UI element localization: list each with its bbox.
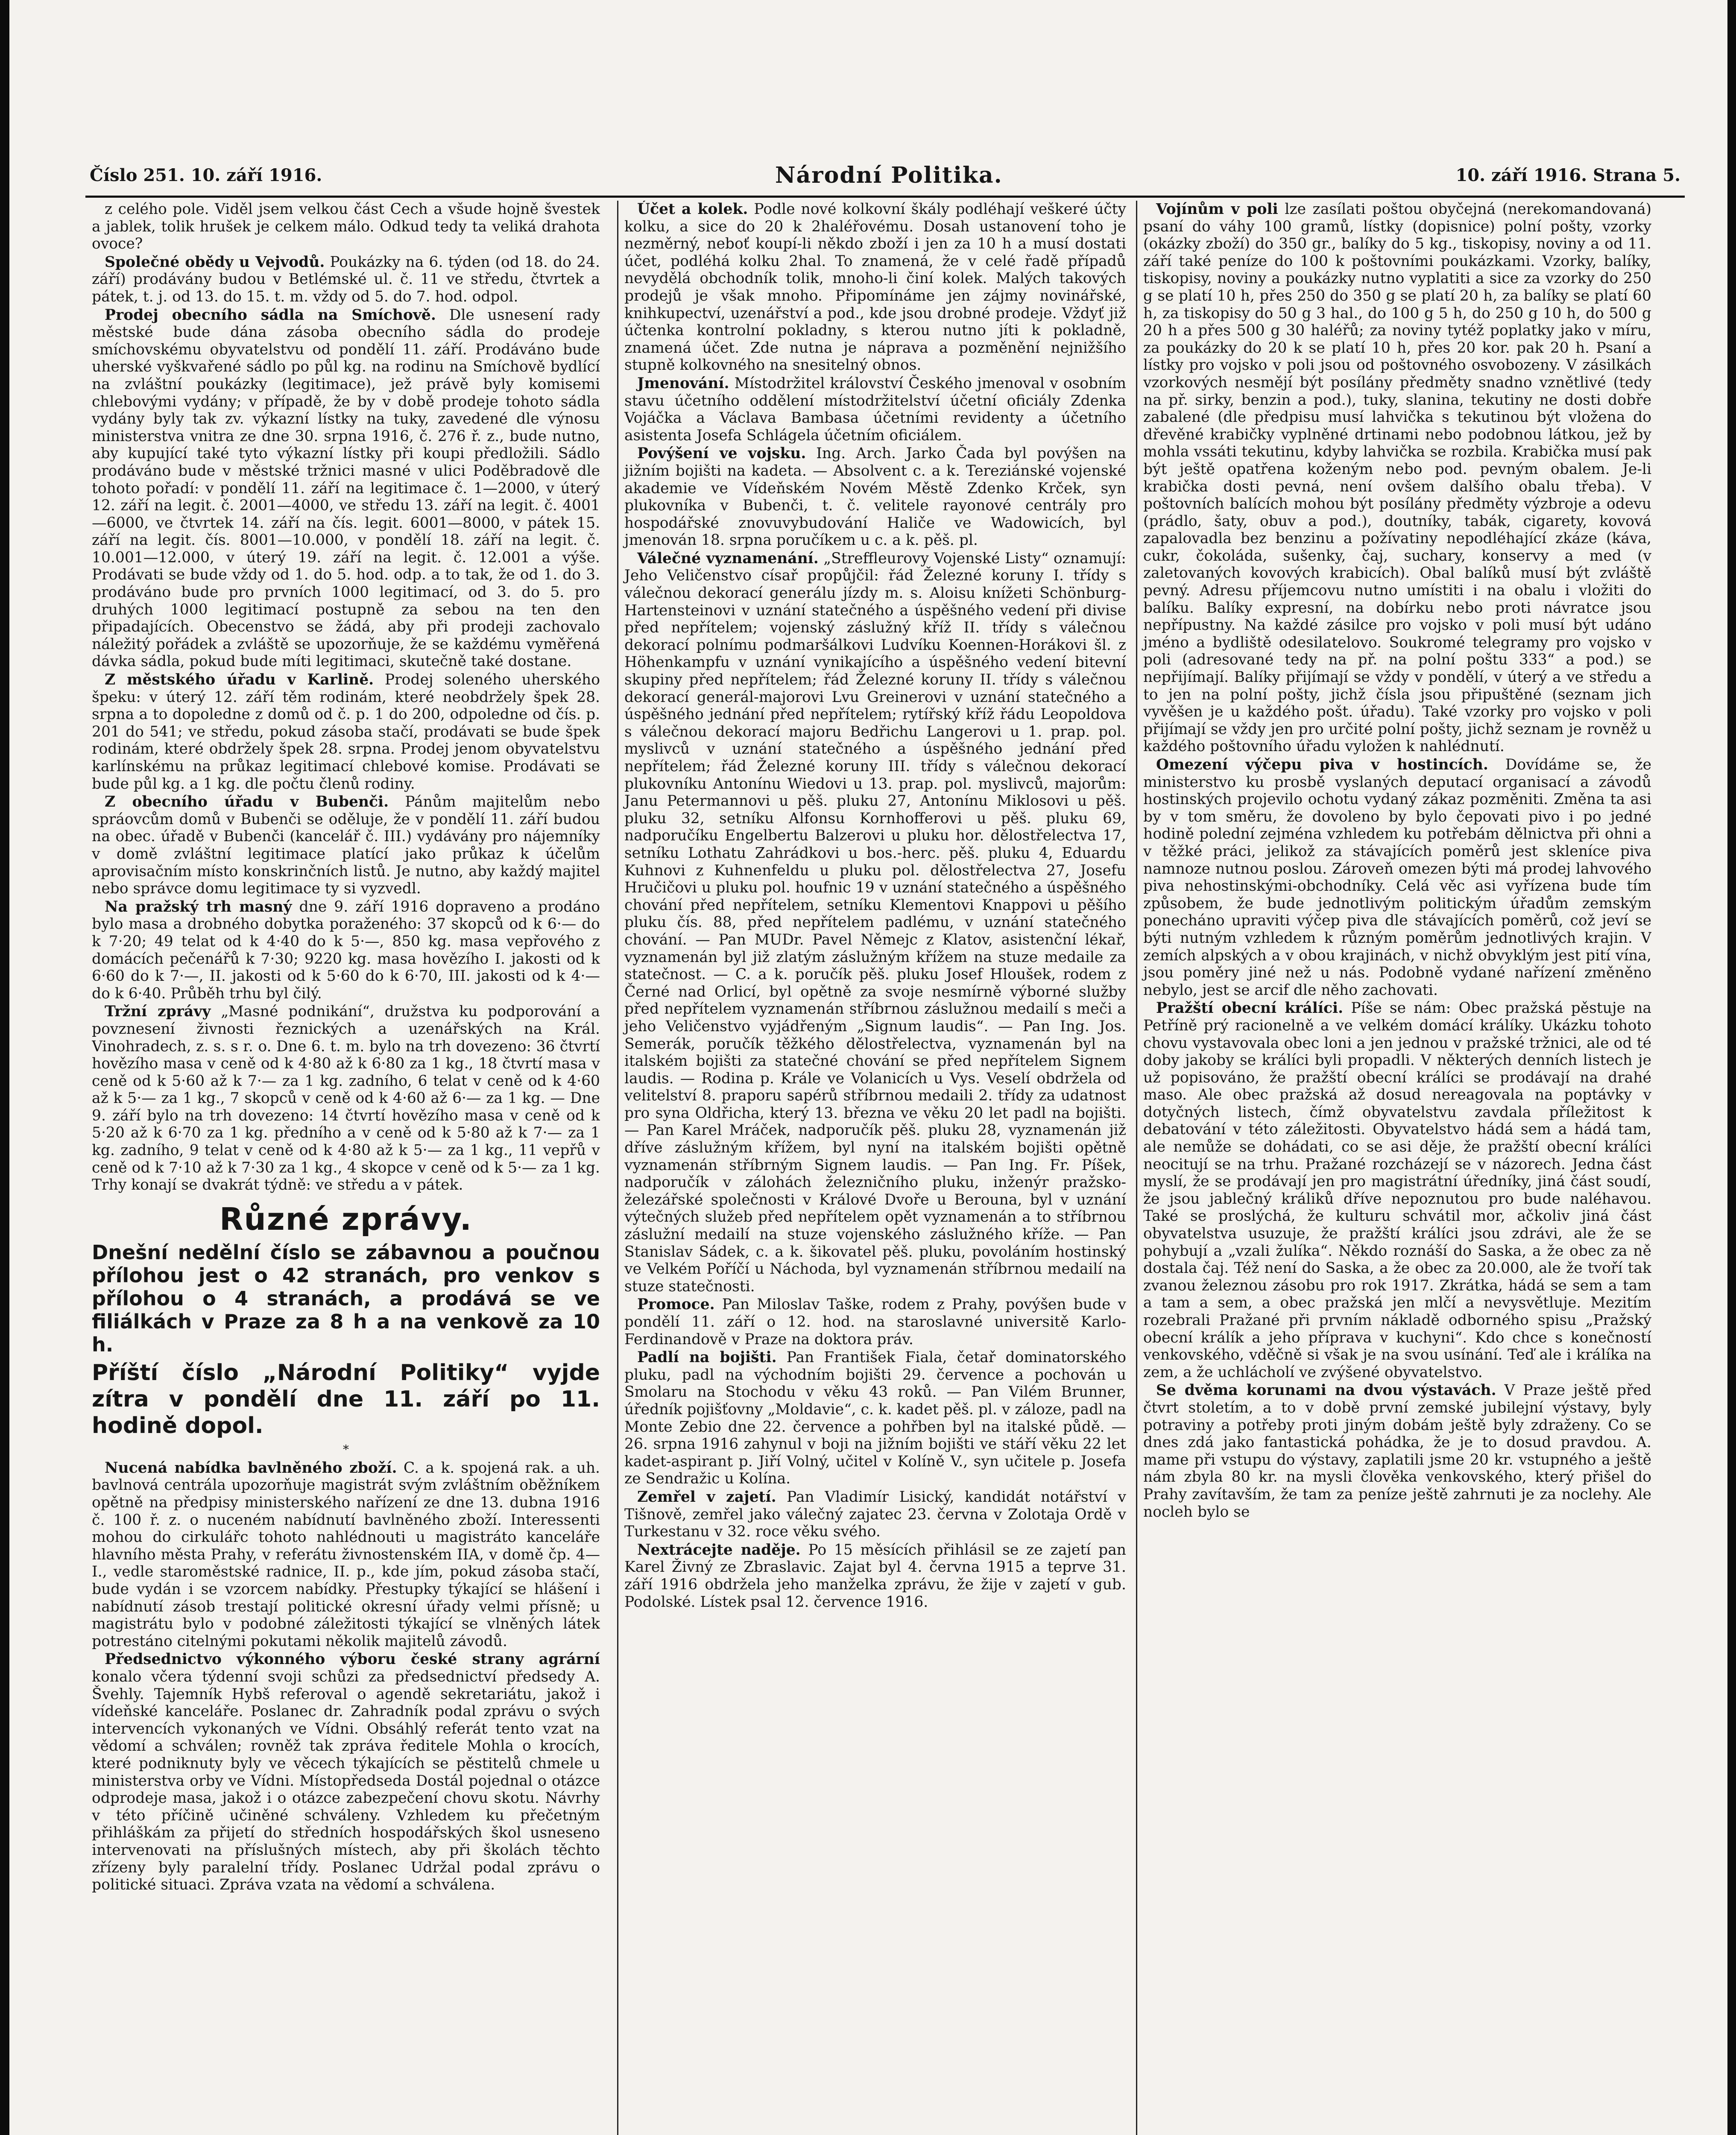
article-text: „Masné podnikání“, družstva ku podporování a povznesení živnosti řeznických a uzenářských na Král. Vinohradech, z. s. s r. o. Dne 6. t. m. bylo na trh dovezeno: 36 čtvrtí hovězího masa v ceně od k 4·80 až k 6·80 za 1 kg., 18 čtvrtí masa v ceně od k 5·60 až k 7·— za 1 kg. zadního, 6 telat v ceně od k 4·60 až k 5·— za 1 kg., 7 skopců v ceně od k 4·60 až 6·— za 1 kg. — Dne 9. září bylo na trh dovezeno: 14 čtvrtí hovězího masa v ceně od k 5·20 až k 6·70 za 1 kg. předního a v ceně od k 5·80 až k 7·— za 1 kg. zadního, 9 telat v ceně od k 4·80 až k 5·— za 1 kg., 11 vepřů v ceně od k 7·10 až k 7·30 za 1 kg., 4 skopce v ceně od k 5·— za 1 kg. Trhy konají se dvakrát týdně: ve středu a v pátek. — [92, 1003, 600, 1194]
article-text: dne 9. září 1916 dopraveno a prodáno bylo masa a drobného dobytka poraženého: 37 skopců od k 6·— do k 7·20; 49 telat od k 4·40 do k 5·—, 850 kg. masa vepřového z domácích pečenářů k 7·30; 9220 kg. masa hovězího I. jakosti od k 6·60 do k 7·—, II. jakosti od k 5·60 do k 6·70, III. jakosti od k 4·— do k 6·40. Průběh trhu byl čilý. — [92, 898, 600, 1002]
article — [1143, 1382, 1651, 1521]
article-heading: Účet a kolek. — [637, 201, 748, 218]
article-text: z celého pole. Viděl jsem velkou část Cech a všude hojně švestek a jablek, tolik hrušek je celkem málo. Odkud tedy ta veliká drahota ovoce? — [92, 201, 600, 253]
article-text: Ing. Arch. Jarko Čada byl povýšen na jižním bojišti na kadeta. — Absolvent c. a k. Tereziánské vojenské akademie ve Vídeňském Novém Městě Zdenko Krček, syn plukovníka v Bubenči, t. č. velitele rayonové centrály pro hospodářské znovuvybudování Haliče ve Wadowicích, byl jmenován 18. srpna poručíkem u c. a k. pěš. pl. — [624, 445, 1126, 549]
article-heading: Padlí na bojišti. — [637, 1349, 777, 1366]
article-heading: Z obecního úřadu v Bubenči. — [105, 793, 389, 811]
scan-border-right — [1727, 0, 1736, 2135]
article-heading: Jmenování. — [637, 374, 729, 392]
article-text: Dle usnesení rady městské bude dána zásoba obecního sádla do prodeje smíchovskému obyvatelstvu od pondělí 11. září. Prodáváno bude uherské vyškvařené sádlo po půl kg. na rodinu na Smíchově bydlící na zvláštní poukázky (legitimace), jež právě byly komisemi chlebovými vydány; v případě, že by v době prodeje tohoto sádla vydány byly tak zv. výkazní lístky na tuky, zavedené dle výnosu ministerstva vnitra ze dne 30. srpna 1916, č. 276 ř. z., bude nutno, aby kupující také tyto výkazní lístky při koupi předložili. Sádlo prodáváno bude v městské tržnici masné v ulici Poděbradově dle tohoto pořadí: v pondělí 11. září na legitimace č. 1—2000, v úterý 12. září na legit. č. 2001—4000, ve středu 13. září na legit. č. 4001—6000, ve čtvrtek 14. září na čís. legit. 6001—8000, v pátek 15. září na legit. čís. 8001—10.000, v pondělí 18. září na legit. č. 10.001—12.000, v úterý 19. září na legit. č. 12.001 a výše. Prodávati se bude vždy od 1. do 5. hod. odp. a to tak, že od 1. do 3. prodáváno bude pro prvních 1000 legitimací, od 3. do 5. pro druhých 1000 legitimací postupně za sebou na ten den připadajících. Obecenstvo se žádá, aby při prodeji zachovalo náležitý pořádek a zvláště se upozorňuje, že se každému vyměřená dávka sádla, pokud bude míti legitimaci, skutečně také dostane. — [92, 306, 600, 670]
article — [624, 1489, 1126, 1541]
article — [624, 1296, 1126, 1348]
article — [92, 898, 600, 1003]
article-text: Dovídáme se, že ministerstvo ku prosbě vyslaných deputací organisací a závodů hostinských projevilo ochotu vydaný zákaz pozměniti. Změna ta asi by v tom směru, že dovoleno by bylo čepovati pivo i po jedné hodině polední zejména vzhledem ku potřebám dělnictva při ohni a v těžké práci, jelikož za stávajících poměrů jest skleníce piva namnoze nutnou poslou. Zároveň omezen býti má prodej lahvového piva nehostinskými-obchodníky. Celá věc asi vyřízena bude tím způsobem, že bude jednotlivým politickým úřadům zemským ponecháno upraviti výčep piva dle stávajících poměrů, což jeví se býti nutným vzhledem k různým poměrům jednotlivých krajin. V zemích alpských a v obou krajinách, v nichž obvyklým jest pití vína, jsou poměry jiné než u nás. Podobně vydané nařízení změněno nebylo, jest se arcif dle něho zachovati. — [1143, 756, 1651, 999]
article — [1143, 1000, 1651, 1381]
article-heading: Válečné vyznamenání. — [637, 550, 819, 567]
article-text: Poukázky na 6. týden (od 18. do 24. září) prodávány budou v Betlémské ul. č. 11 ve středu, čtvrtek a pátek, t. j. od 13. do 15. t. m. vždy od 5. do 7. hod. odpol. — [92, 253, 600, 305]
article-heading: Se dvěma korunami na dvou výstavách. — [1156, 1382, 1496, 1399]
article — [92, 1003, 600, 1194]
column-3 — [1136, 201, 1651, 2135]
article — [92, 307, 600, 670]
article-text: lze zasílati poštou obyčejná (nerekomandovaná) psaní do váhy 100 gramů, lístky (dopisnice) polní pošty, vzorky (okázky zboží) do 350 gr., balíky do 5 kg., tiskopisy, noviny a od 11. září také peníze do 100 k poštovními poukázkami. Vzorky, balíky, tiskopisy, noviny a poukázky nutno vyplatiti a sice za vzorky do 250 g se platí 10 h, přes 250 do 350 g se platí 20 h, za balíky se platí 60 h, za tiskopisy do 50 g 3 hal., do 100 g 5 h, do 250 g 10 h, do 500 g 20 h a přes 500 g 30 haléřů; za noviny tytéž poplatky jako v míru, za poukázky do 20 k se platí 10 h, přes 20 kor. pak 20 h. Psaní a lístky pro vojsko v poli jsou od poštovného osvobozeny. V zásilkách vzorkových nesmějí být posílány předměty snadno vznětlivé (tedy na př. sirky, benzin a pod.), tuky, slanina, tekutiny ne dosti dobře zabalené (dle předpisu musí lahvička s tekutinou být vložena do dřevěné krabičky vyplněné drtinami nebo podobnou látkou, jež by mohla vssáti tekutinu, kdyby lahvička se rozbila. Krabička musí pak být ještě opatřena koženým nebo pod. pevným obalem. Je-li krabička dosti pevná, není ovšem dalšího obalu třeba). V poštovních balících mohou být posílány předměty výzbroje a odevu (prádlo, šaty, obuv a pod.), doutníky, tabák, cigarety, kovová zapalovadla bez benzinu a požívatiny nepodléhající zkáze (káva, cukr, čokoláda, sušenky, čaj, suchary, konservy a med (v zaletovaných kovových krabicích). Obal balíků musí být zvláště pevný. Adresu příjemcovu nutno umístiti i na obalu i vložiti do balíku. Balíky expresní, na dobírku nebo proti návratce jsou nepřípustny. Na každé zásilce pro vojsko v poli musí být udáno jméno a bydliště odesilatelovo. Soukromé telegramy pro vojsko v poli (adresované tedy na př. na polní poštu 333“ a pod.) se nepřijímají. Balíky přijímají se vždy v pondělí, v úterý a ve středu a to jen na polní pošty, jichž čísla jsou připuštěné (seznam jich vyvěšen je u každého pošt. úřadu). Také vzorky pro vojsko v poli přijímají se vždy jen pro určité polní pošty, jichž seznam je rovněž u každého poštovního úřadu vyložen k nahlédnutí. — [1143, 201, 1651, 755]
issue-info: Číslo 251. 10. září 1916. — [90, 165, 322, 185]
article-heading: Vojínům v poli — [1156, 201, 1278, 218]
article — [1143, 201, 1651, 755]
masthead-title: Národní Politika. — [775, 162, 1003, 188]
article-heading: Omezení výčepu piva v hostincích. — [1156, 756, 1488, 773]
article-text: Místodržitel království Českého jmenoval v osobním stavu účetního oddělení místodržitelství účetní oficiály Zdenka Vojáčka a Václava Bambasa účetními revidenty a účetního asistenta Josefa Schlágela účetním oficiálem. — [624, 374, 1126, 444]
section-heading: Různé zprávy. — [220, 1201, 472, 1237]
article — [624, 445, 1126, 549]
article — [624, 201, 1126, 374]
article — [92, 671, 600, 793]
article-heading: Z městského úřadu v Karlině. — [105, 671, 374, 689]
article-text: Pánům majitelům nebo spráovcům domů v Bubenči se oděluje, že v pondělí 11. září budou na obec. úřadě v Bubenči (kancelář č. III.) vydávány pro nájemníky v domě zvláštní legitimace platící jako průkaz k účelům aprovisačním místo konskrinčních listů. Je nutno, aby každý majitel nebo správce domu legitimace ty si vyzvedl. — [92, 793, 600, 898]
article-heading: Prodej obecního sádla na Smíchově. — [105, 306, 436, 324]
article — [92, 254, 600, 306]
page-number: 10. září 1916. Strana 5. — [1455, 165, 1680, 185]
article-text: Pan Miloslav Taške, rodem z Prahy, povýšen bude v pondělí 11. září o 12. hod. na staroslavné universitě Karlo-Ferdinandově v Praze na doktora práv. — [624, 1296, 1126, 1348]
article — [1143, 756, 1651, 999]
article-heading: Předsednictvo výkonného výboru české strany agrární — [105, 1651, 600, 1668]
announcement-sunday-issue: Dnešní nedělní číslo se zábavnou a poučnou přílohou jest o 42 stranách, pro venkov s přílohou o 4 stranách, a prodává se ve filiálkách v Praze za 8 h a na venkově za 10 h. — [92, 1240, 600, 1356]
article-text: Pan Vladimír Lisický, kandidát notářství v Tišnově, zemřel jako válečný zajatec 23. června v Zolotaja Ordě v Turkestanu v 32. roce věku svého. — [624, 1488, 1126, 1541]
article — [92, 1651, 600, 1893]
announcement-next-issue: Příští číslo „Národní Politiky“ vyjde zítra v pondělí dne 11. září po 11. hodině dopol. — [92, 1360, 600, 1439]
article-text: Pan František Fiala, četař dominatorského pluku, padl na východním bojišti 29. července a pochován u Smolaru na Stochodu v věku 43 roků. — Pan Vilém Brunner, úředník pojišťovny „Moldavie“, c. k. kadet pěš. pl. v záloze, padl na Monte Zebio dne 22. července a pohřben byl na italské půdě. — 26. srpna 1916 zahynul v boji na jižním bojišti ve stáří věku 22 let kadet-aspirant p. Jiří Volný, učitel v Kolíně V., syn učitele p. Josefa ze Sendražic u Kolína. — [624, 1349, 1126, 1488]
header-rule — [85, 196, 1685, 198]
article — [624, 1541, 1126, 1611]
article-text: Podle nové kolkovní škály podléhají veškeré účty kolku, a sice do 20 k 2haléřovému. Dosah ustanovení toho je nezměrný, neboť koupí-li někdo zboží i jen za 10 h a musí dostati účet, podléhá kolku 2hal. To znamená, že v celé řadě případů nevydělá obchodník tolik, mnoho-li činí kolek. Malých takových prodejů je však mnoho. Připomínáme jen zájmy novinářské, knihkupectví, uzenářství a pod., kde jsou drobné prodeje. Vždyť již účtenka kontrolní pokladny, s kterou nutno jíti k pokladně, znamená účet. Zde nutna je náprava a pozměnění nejnižšího stupně kolkovného na snesitelný obnos. — [624, 201, 1126, 374]
article-text: Píše se nám: Obec pražská pěstuje na Petříně prý racionelně a ve velkém domácí králíky. Ukázku tohoto chovu vystavovala obec loni a jen jednou v pražské tržnici, ale od té doby jakoby se králíci byli propadli. V některých denních listech je už popisováno, že pražští obecní králíci se prodávají na drahé maso. Ale obec pražská až dosud nereagovala na poptávky v dotyčných listech, čímž obyvatelstvu zavdala příležitost k debatování v této záležitosti. Obyvatelstvo hádá sem a hádá tam, ale nemůže se dohádati, co se asi děje, že pražští obecní králíci neocitují se na trhu. Pražané rozcházejí se v názorech. Jedna část myslí, že se prodávají jen pro magistrátní úředníky, jiná část soudí, že jsou jablečný králiků dříve nepoznutou pro bude naléhavou. Také se proslýchá, že kulturu schvátil mor, ačkoliv jiná část obyvatelstva usuzuje, že pražští králíci jsou zdrávi, ale že se pohybují a „vzali žulíka“. Někdo roznáší do Saska, a že obec za ně dostala čaj. Též není do Saska, a že obec za 20.000, ale že tvoří tak zvanou železnou zásobu pro rok 1917. Zkrátka, hádá se sem a tam a tam a sem, a obec pražská jen mlčí a nevysvětluje. Mezitím rozebrali Pražané při prvním nákladě odborného spisu „Pražský obecní králík a jeho příprava v kuchyni“. Kdo chce s konečností venkovského, vděčně si však je na svou usínání. Teď ale i králíka na zem, a že uchlácholí ve zvýšené obyvatelstvo. — [1143, 1000, 1651, 1381]
article-heading: Promoce. — [637, 1296, 715, 1313]
article — [624, 1349, 1126, 1488]
article-heading: Na pražský trh masný — [105, 898, 292, 915]
article — [92, 793, 600, 898]
page-header — [90, 158, 1680, 192]
article-text: C. a k. spojená rak. a uh. bavlnová centrála upozorňuje magistrát svým zvláštním oběžníkem opětně na předpisy ministerského nařízení ze dne 13. dubna 1916 č. 100 ř. z. o nuceném nabídnutí bavlněného zboží. Interessenti mohou do cirkulářc tohoto nahlédnouti u magistráto kanceláře hlavního města Prahy, v referátu živnostenském IIA, v domě čp. 4—I., vedle staroměstské radnice, II. p., kde jím, pokud zásoba stačí, bude vydán i se vzorcem nabídky. Přestupky týkající se hlášení i nabídnutí zásob trestají politické okresní úřady velmi přísně; u magistrátu bylo v podobné záležitosti týkající se vlněných látek potrestáno citelnými pokutami několik majitelů závodů. — [92, 1459, 600, 1650]
article-text: „Streffleurovy Vojenské Listy“ oznamují: Jeho Veličenstvo císař propůjčil: řád Železné koruny I. třídy s válečnou dekorací generálu jízdy m. s. Aloisu knížeti Schönburg-Hartensteinovi v uznání statečného a úspěšného vedení při divise před nepřítelem; vojenský záslužný kříž II. třídy s válečnou dekorací polnímu podmaršálkovi Ludvíku Koennen-Horákovi šl. z Höhenkampfu v uznání vynikajícího a úspěšného vedení bitevní skupiny před nepřítelem; řád Železné koruny II. třídy s válečnou dekorací generál-majorovi Lvu Greinerovi v uznání statečného a úspěšného jednání před nepřítelem; rytířský kříž řádu Leopoldova s válečnou dekorací majoru Bedřichu Langerovi u 1. prap. pol. myslivců v uznání statečného a úspěšného jednání před nepřítelem; řád Železné koruny III. třídy s válečnou dekorací plukovníku Antonínu Wiedovi u 13. prap. pol. myslivců, majorům: Janu Petermannovi u pěš. pluku 27, Antonínu Miklosovi u pěš. pluku 32, setníku Alfonsu Kornhofferovi u pěš. pluku 69, nadporučíku Engelbertu Balzerovi u pluku hor. dělostřelectva 17, setníku Lothatu Zahrádkovi u bos.-herc. pěš. pluku 4, Eduardu Kuhnovi z Kuhnenfeldu u pluku pol. dělostřelectva 27, Josefu Hručičovi u pluku pol. houfnic 19 v uznání statečného a úspěšného chování před nepřítelem, setníku Klementovi Knappovi u pěšího pluku čís. 88, před nepřítelem padlému, v uznání statečného chování. — Pan MUDr. Pavel Němejc z Klatov, asistenční lékař, vyznamenán byl již zlatým záslužným křížem na stuze medaile za statečnost. — C. a k. poručík pěš. pluku Josef Hloušek, rodem z Černé nad Orlicí, byl opětně za svoje nesmírně výborné služby před nepřítelem vyznamenán stříbrnou záslužnou medailí s meči a jeho Veličenstvo vyjádřeným „Signum laudis“. — Pan Ing. Jos. Semerák, poručík těžkého dělostřelectva, vyznamenán byl na italském bojišti za statečné chování se před nepřítelem Signem laudis. — Rodina p. Krále ve Volanicích u Vys. Veselí obdržela od velitelství 8. praporu sapérů stříbrnou medaili 2. třídy za udatnost pro syna Oldřicha, který 13. března ve věku 20 let padl na bojišti. — Pan Karel Mráček, nadporučík pěš. pluku 28, vyznamenán již dříve záslužným křížem, byl nyní na italském bojišti opětně vyznamenán stříbrným Signem laudis. — Pan Ing. Fr. Píšek, nadporučík v zálohách železničního pluku, inženýr pražsko-železářské společnosti v Králové Dvoře u Berouna, byl v uznání výtečných služeb před nepřítelem opět vyznamenán a to stříbrnou záslužní medailí na stuze vojenského záslužného kříže. — Pan Stanislav Sádek, c. a k. šikovatel pěš. pluku, povoláním hostinský ve Velkém Poříčí u Náchoda, byl vyznamenán stříbrnou medailí na stuze statečnosti. — [624, 550, 1126, 1295]
scan-border-left — [0, 0, 9, 2135]
article-heading: Zemřel v zajetí. — [637, 1488, 776, 1506]
article — [624, 375, 1126, 444]
article-heading: Nucená nabídka bavlněného zboží. — [105, 1459, 397, 1477]
article — [92, 1459, 600, 1650]
column-2 — [617, 201, 1126, 2135]
article-text: Prodej soleného uherského špeku: v úterý 12. září těm rodinám, které neobdržely špek 28. srpna a to dopoledne z domů od č. p. 1 do 200, odpoledne od čís. p. 201 do 541; ve středu, pokud zásoba stačí, prodávati se bude špek rodinám, které obdržely špek 28. srpna. Prodej jenom obyvatelstvu karlínskému na průkaz legitimací chlebové komise. Prodávati se bude půl kg. a 1 kg. dle počtu členů rodiny. — [92, 671, 600, 793]
article-text: konalo včera týdenní svoji schůzi za předsednictví předsedy A. Švehly. Tajemník Hybš referoval o agendě sekretariátu, jakož i vídeňské kanceláře. Poslanec dr. Zahradník podal zprávu o svých intervencích vykonaných ve Vídni. Obsáhlý referát tento vzat na vědomí a schválen; rovněž tak zpráva ředitele Mohla o krocích, které podniknuty byly ve věcech týkajících se pěstitelů chmele u ministerstva orby ve Vídni. Místopředseda Dostál pojednal o otázce odprodeje masa, jakož i o otázce zabezpečení chovu skotu. Návrhy v této příčině učiněné schváleny. Vzhledem ku přečetným přihláškám za přijetí do středních hospodářských škol usneseno intervenovati na příslušných místech, aby při školách těchto zřízeny byly paralelní třídy. Poslanec Udržal podal zprávu o politické situaci. Zpráva vzata na vědomí a schválena. — [92, 1668, 600, 1894]
article-text: Po 15 měsících přihlásil se ze zajetí pan Karel Živný ze Zbraslavic. Zajat byl 4. června 1915 a teprve 31. září 1916 obdržela jeho manželka zprávu, že žije v zajetí v gub. Podolské. Lístek psal 12. července 1916. — [624, 1541, 1126, 1611]
article-text: V Praze ještě před čtvrt stoletím, a to v době první zemské jubilejní výstavy, byly potraviny a potřeby proti jiným dobám ještě byly zdraženy. Co se dnes zdá jako fantastická pohádka, že je to dosud pravdou. A. mame při vstupu do výstavy, zaplatili jsme 20 kr. vstupného a ještě nám zbyla 80 kr. na mysli člověka venkovského, který přišel do Prahy zavítavším, že tam za peníze ještě zahrnuti je za noclehy. Ale nocleh bylo se — [1143, 1382, 1651, 1521]
article-heading: Povýšení ve vojsku. — [637, 445, 806, 462]
article-heading: Nextrácejte naděje. — [637, 1541, 801, 1559]
article-heading: Tržní zprávy — [105, 1003, 211, 1021]
article-heading: Pražští obecní králíci. — [1156, 1000, 1344, 1017]
article-heading: Společné obědy u Vejvodů. — [105, 253, 325, 271]
article — [624, 550, 1126, 1296]
column-1 — [92, 201, 600, 2135]
separator-star: * — [343, 1442, 349, 1456]
